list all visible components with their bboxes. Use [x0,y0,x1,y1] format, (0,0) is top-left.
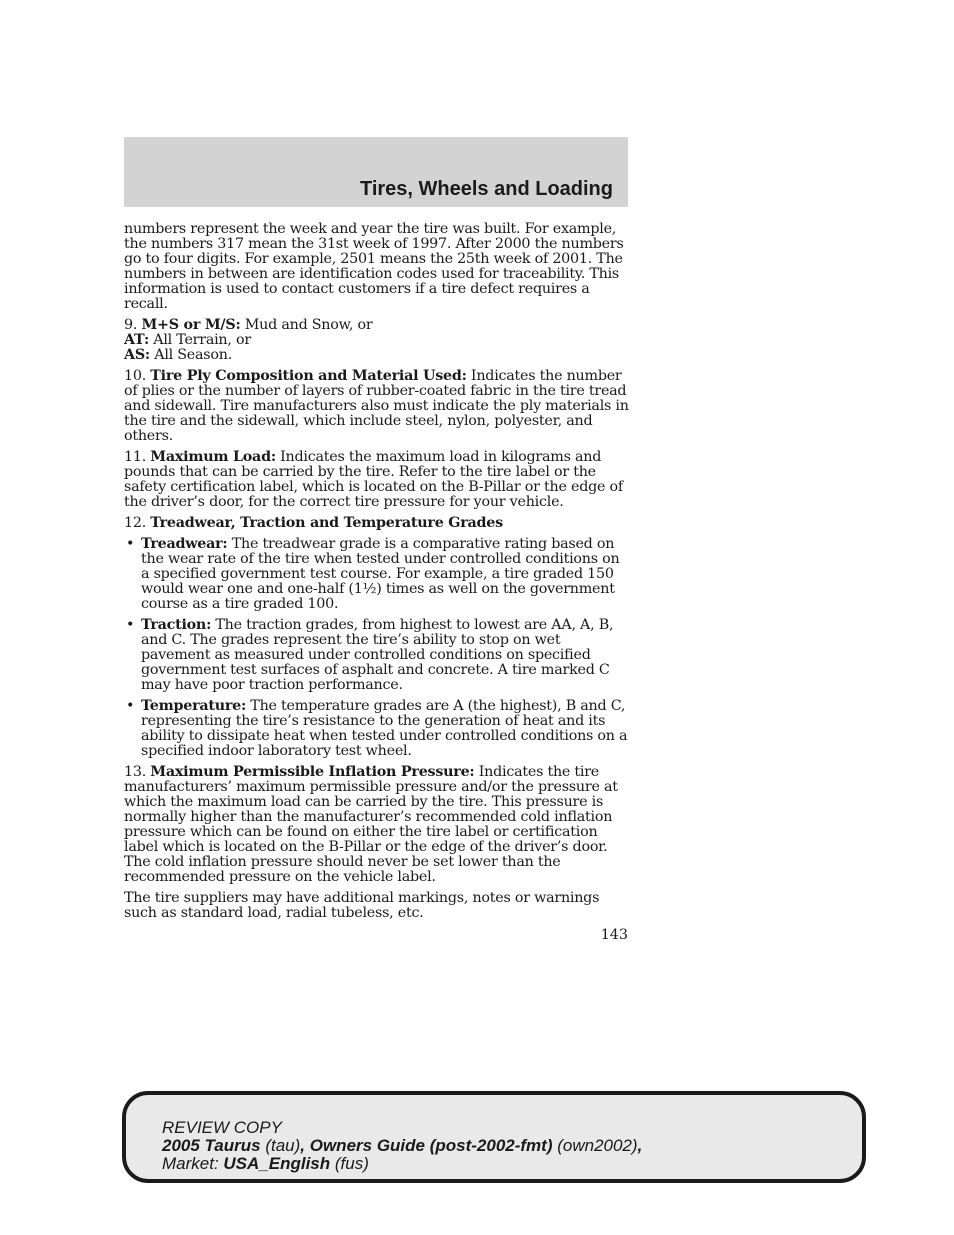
item-12-number: 12. [124,515,151,531]
item-9-at-text: All Terrain, or [148,332,251,348]
item-12-heading [124,516,630,531]
item-9-number: 9. [124,317,142,333]
footer-market-code: (fus) [330,1154,369,1173]
bullet-icon: • [126,698,135,714]
traction-text: The traction grades, from highest to lowest are AA, A, B, and C. The grades represent the tire’s ability to stop on wet pavement as measured under controlled conditions on specified government test surfaces of asphalt and concrete. A tire marked C may have poor traction performance. [141,617,614,693]
item-10-label: Tire Ply Composition and Material Used: [150,368,467,384]
list-item-traction [124,618,630,693]
item-13-paragraph [124,765,630,885]
section-header-band [124,137,628,207]
page-number: 143 [600,927,628,943]
review-copy-footer [122,1091,866,1183]
item-10-paragraph [124,369,630,444]
item-9-at-label: AT: [124,332,149,348]
review-copy-label: REVIEW COPY [162,1118,282,1137]
item-11-label: Maximum Load: [150,449,276,465]
item-9-ms-text: Mud and Snow, or [240,317,373,333]
footer-market: USA_English [223,1154,331,1173]
item-11-text: Indicates the maximum load in kilograms and pounds that can be carried by the tire. Refer to the tire label or the safety certification label, which is located on the B-Pillar or the edge of the driver’s door, for the correct tire pressure for your vehicle. [124,449,623,510]
temperature-label: Temperature: [141,698,247,714]
page-content [124,222,630,927]
bullet-icon: • [126,617,135,633]
footer-sep-1: , [300,1136,310,1155]
item-13-text: Indicates the tire manufacturers’ maximum permissible pressure and/or the pressure at which the maximum load can be carried by the tire. This pressure is normally higher than the manufacturer’s recommended cold inflation pressure which can be found on either the tire label or certification label which is located on the B-Pillar or the edge of the driver’s door. The cold inflation pressure should never be set lower than the recommended pressure on the vehicle label. [124,764,618,885]
item-10-number: 10. [124,368,151,384]
item-13-label: Maximum Permissible Inflation Pressure: [150,764,475,780]
footer-model-code: (tau) [260,1136,301,1155]
item-13-number: 13. [124,764,151,780]
item-9-ms-label: M+S or M/S: [141,317,241,333]
item-12-label: Treadwear, Traction and Temperature Grades [150,515,503,531]
item-10-text: Indicates the number of plies or the number of layers of rubber-coated fabric in the tire tread and sidewall. Tire manufacturers also must indicate the ply materials in the tire and the sidewall, which include steel, nylon, polyester, and others. [124,368,629,444]
temperature-text: The temperature grades are A (the highest), B and C, representing the tire’s resistance to the generation of heat and its ability to dissipate heat when tested under controlled conditions on a specified indoor laboratory test wheel. [141,698,628,759]
treadwear-text: The treadwear grade is a comparative rating based on the wear rate of the tire when tested under controlled conditions on a specified government test course. For example, a tire graded 150 would wear one and one-half (1½) times as well on the government course as a tire graded 100. [141,536,620,612]
item-9-as-text: All Season. [149,347,232,363]
list-item-temperature [124,699,630,759]
footer-guide: Owners Guide (post-2002-fmt) [309,1136,553,1155]
treadwear-label: Treadwear: [141,536,228,552]
section-title: Tires, Wheels and Loading [359,178,613,200]
closing-paragraph: The tire suppliers may have additional markings, notes or warnings such as standard load, radial tubeless, etc. [124,890,600,921]
footer-text [162,1119,642,1173]
intro-paragraph: numbers represent the week and year the tire was built. For example, the numbers 317 mean the 31st week of 1997. After 2000 the numbers go to four digits. For example, 2501 means the 25th week of 2001. The numbers in between are identification codes used for traceability. This information is used to contact customers if a tire defect requires a recall. [124,221,624,312]
traction-label: Traction: [141,617,212,633]
grades-list [124,537,630,759]
item-9-ms [124,318,630,363]
footer-market-label: Market: [162,1154,224,1173]
footer-model: 2005 Taurus [162,1136,261,1155]
item-9-as-label: AS: [124,347,150,363]
item-11-paragraph [124,450,630,510]
footer-guide-code: (own2002) [552,1136,638,1155]
item-11-number: 11. [124,449,151,465]
footer-sep-2: , [637,1136,643,1155]
bullet-icon: • [126,536,135,552]
list-item-treadwear [124,537,630,612]
